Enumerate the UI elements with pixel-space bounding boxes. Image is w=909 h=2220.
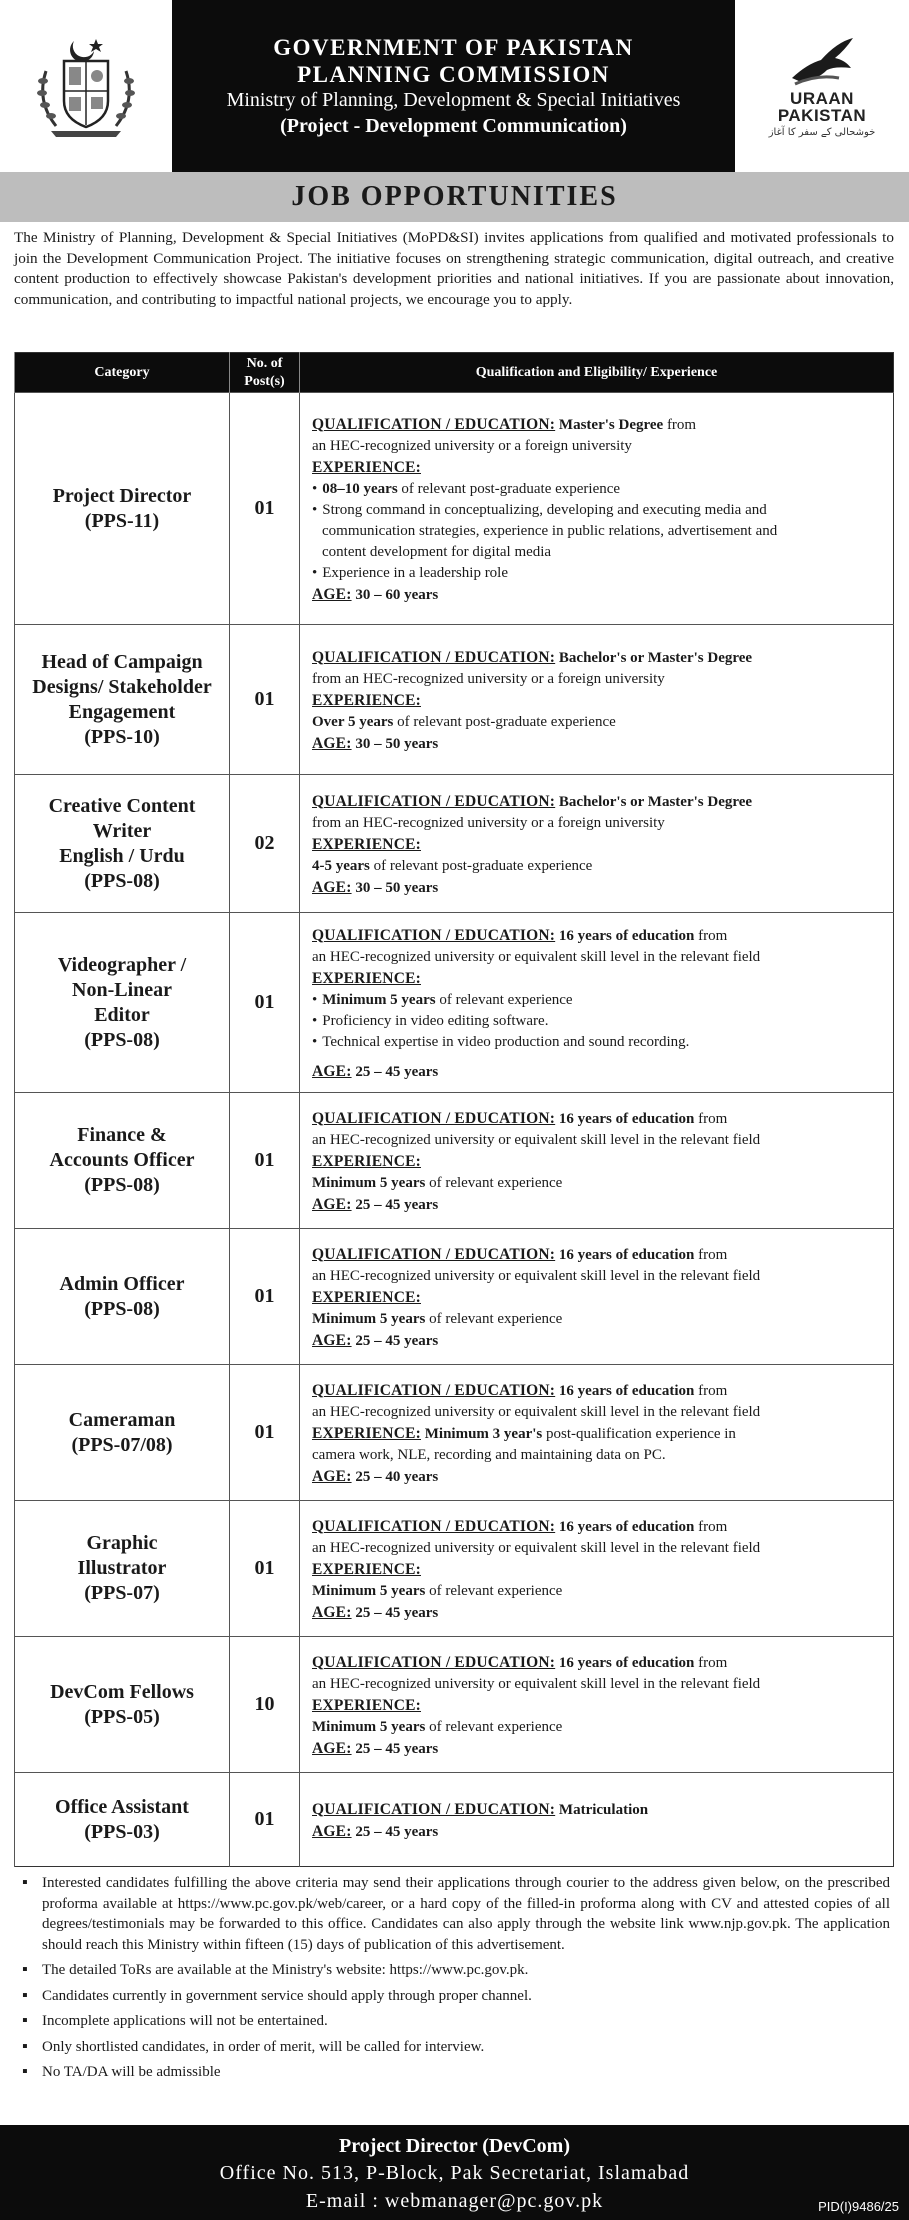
footer-contact-title: Project Director (DevCom)	[339, 2135, 570, 2157]
age-label: AGE:	[312, 585, 352, 603]
exp-text: of relevant experience	[429, 1174, 563, 1191]
age-label: AGE:	[312, 1331, 352, 1349]
posts-cell: 01	[230, 1365, 300, 1501]
header-title-block	[172, 0, 735, 172]
category-pps: (PPS-08)	[84, 1297, 160, 1320]
category-cell	[15, 625, 230, 775]
qual-label: QUALIFICATION / EDUCATION:	[312, 1109, 556, 1127]
exp-bullet: • Strong command in conceptualizing, developing and executing media and	[312, 500, 883, 521]
posts-cell: 01	[230, 625, 300, 775]
exp-years: Minimum 5 years	[312, 1174, 426, 1191]
qual-degree: 16 years of education	[558, 1110, 695, 1127]
qual-label: QUALIFICATION / EDUCATION:	[312, 1381, 556, 1399]
exp-text: post-qualification experience in	[546, 1425, 736, 1442]
exp-label: EXPERIENCE:	[312, 1696, 421, 1714]
age-label: AGE:	[312, 1603, 352, 1621]
category-pps: (PPS-08)	[84, 1028, 160, 1051]
qual-rest: from	[698, 927, 728, 944]
qual-degree: Master's Degree	[558, 416, 664, 433]
category-name: Writer	[92, 819, 152, 842]
category-name: English / Urdu	[59, 844, 185, 867]
qual-rest: from	[698, 1654, 728, 1671]
category-cell	[15, 1229, 230, 1365]
list-item: ▪ Interested candidates fulfilling the above criteria may send their applications through courier to the address given below, on the prescribed proforma available at https://www.pc.gov.pk/web/career, or a hard copy of the filled-in proforma along with CV and attested copies of all degrees/testimonials may be forwarded to this office. Candidates can also apply through the website link www.njp.gov.pk. The application should reach this Ministry within fifteen (15) days of publication of this advertisement.	[20, 1873, 890, 1955]
exp-years: Minimum 5 years	[322, 991, 436, 1008]
uraan-word: URAAN	[790, 89, 854, 108]
qual-institution: an HEC-recognized university or equivalent skill level in the relevant field	[312, 948, 761, 965]
category-name: Head of Campaign	[41, 650, 203, 673]
qual-degree: Matriculation	[558, 1801, 649, 1818]
age-value: 25 – 45 years	[355, 1604, 439, 1621]
qualification-cell	[300, 1773, 894, 1867]
header-project: (Project - Development Communication)	[280, 115, 627, 137]
age-value: 25 – 45 years	[355, 1740, 439, 1757]
qual-rest: from	[698, 1110, 728, 1127]
qualification-cell	[300, 775, 894, 913]
category-cell	[15, 913, 230, 1093]
table-row	[15, 1637, 894, 1773]
exp-text: of relevant experience	[439, 991, 573, 1008]
title-band	[0, 172, 909, 222]
table-row	[15, 1093, 894, 1229]
list-item: ▪ Candidates currently in government service should apply through proper channel.	[20, 1986, 890, 2007]
state-emblem-icon	[26, 31, 146, 141]
age-label: AGE:	[312, 1739, 352, 1757]
table-header-row	[15, 353, 894, 393]
header-category: Category	[15, 353, 230, 393]
qual-institution: an HEC-recognized university or equivalent skill level in the relevant field	[312, 1539, 761, 1556]
posts-cell: 01	[230, 393, 300, 625]
qual-label: QUALIFICATION / EDUCATION:	[312, 1800, 556, 1818]
category-pps: (PPS-08)	[84, 1174, 160, 1196]
category-name: Illustrator	[77, 1557, 167, 1579]
qual-rest: from	[666, 416, 697, 433]
exp-years: 4-5 years	[312, 857, 370, 874]
header-commission: PLANNING COMMISSION	[297, 62, 610, 87]
exp-text: of relevant experience	[429, 1582, 563, 1599]
age-value: 25 – 45 years	[355, 1196, 439, 1213]
qualification-cell	[300, 625, 894, 775]
table-row	[15, 1501, 894, 1637]
category-name: DevCom Fellows	[50, 1680, 194, 1703]
posts-cell: 01	[230, 913, 300, 1093]
qual-institution: an HEC-recognized university or equivalent skill level in the relevant field	[312, 1403, 761, 1420]
qual-rest: from	[698, 1246, 728, 1263]
qualification-cell	[300, 1637, 894, 1773]
qual-institution: from an HEC-recognized university or a foreign university	[312, 814, 665, 831]
category-pps: (PPS-08)	[84, 869, 160, 892]
header-government: GOVERNMENT OF PAKISTAN	[273, 35, 634, 60]
category-name: Project Director	[52, 484, 192, 507]
qual-label: QUALIFICATION / EDUCATION:	[312, 648, 556, 666]
category-pps: (PPS-07/08)	[71, 1433, 173, 1456]
category-name: Videographer /	[57, 953, 187, 976]
category-name: Designs/ Stakeholder	[32, 675, 212, 698]
category-cell	[15, 1093, 230, 1229]
intro-paragraph: The Ministry of Planning, Development & Special Initiatives (MoPD&SI) invites applications from qualified and motivated professionals to join the Development Communication Project. The initiative focuses on strengthening strategic communication, digital outreach, and creative content production to effectively showcase Pakistan's development priorities and national initiatives. If you are passionate about innovation, communication, and contributing to impactful national projects, we encourage you to apply.	[14, 229, 894, 308]
header-ministry: Ministry of Planning, Development & Special Initiatives	[226, 89, 681, 111]
list-item: ▪ Incomplete applications will not be entertained.	[20, 2011, 890, 2032]
exp-label: EXPERIENCE:	[312, 1288, 421, 1306]
exp-years: 08–10 years	[322, 480, 398, 497]
qual-institution: an HEC-recognized university or equivalent skill level in the relevant field	[312, 1675, 761, 1692]
exp-bullet: • Experience in a leadership role	[312, 563, 883, 584]
qual-degree: 16 years of education	[558, 1518, 695, 1535]
category-pps: (PPS-05)	[84, 1705, 160, 1728]
notes-list	[20, 1873, 890, 2088]
posts-cell: 01	[230, 1093, 300, 1229]
table-row	[15, 913, 894, 1093]
qual-label: QUALIFICATION / EDUCATION:	[312, 415, 556, 433]
table-row	[15, 1773, 894, 1867]
exp-label: EXPERIENCE:	[312, 835, 421, 853]
category-pps: (PPS-07)	[84, 1582, 160, 1604]
page-title: JOB OPPORTUNITIES	[291, 181, 618, 212]
qual-label: QUALIFICATION / EDUCATION:	[312, 1653, 556, 1671]
exp-label: EXPERIENCE:	[312, 969, 421, 987]
age-value: 25 – 45 years	[355, 1063, 439, 1080]
category-name: Admin Officer	[59, 1272, 185, 1295]
exp-text: of relevant experience	[429, 1310, 563, 1327]
jobs-table	[14, 352, 894, 1867]
header-qualification: Qualification and Eligibility/ Experience	[300, 353, 894, 393]
age-value: 25 – 45 years	[355, 1823, 439, 1840]
qual-label: QUALIFICATION / EDUCATION:	[312, 1245, 556, 1263]
age-label: AGE:	[312, 1822, 352, 1840]
qual-degree: Bachelor's or Master's Degree	[558, 793, 753, 810]
category-cell	[15, 775, 230, 913]
qual-institution: from an HEC-recognized university or a foreign university	[312, 670, 665, 687]
age-value: 25 – 40 years	[355, 1468, 439, 1485]
qual-rest: from	[698, 1518, 728, 1535]
exp-text: of relevant post-graduate experience	[397, 713, 616, 730]
exp-text: of relevant experience	[429, 1718, 563, 1735]
footer-address: Office No. 513, P-Block, Pak Secretariat, Islamabad	[219, 2162, 690, 2184]
posts-cell: 01	[230, 1501, 300, 1637]
pakistan-word: PAKISTAN	[777, 106, 867, 125]
exp-bullet-cont: communication strategies, experience in public relations, advertisement and	[322, 522, 778, 539]
category-name: Editor	[94, 1003, 150, 1026]
exp-text: of relevant post-graduate experience	[373, 857, 593, 874]
category-cell	[15, 1773, 230, 1867]
exp-years: Minimum 5 years	[312, 1582, 426, 1599]
qualification-cell	[300, 1229, 894, 1365]
category-name: Creative Content	[48, 794, 196, 817]
category-cell	[15, 393, 230, 625]
uraan-tagline: خوشحالی کے سفر کا آغاز	[768, 127, 876, 138]
table-row	[15, 625, 894, 775]
age-value: 30 – 50 years	[355, 879, 439, 896]
category-name: Cameraman	[68, 1408, 176, 1431]
table-row	[15, 1365, 894, 1501]
list-item: ▪ The detailed ToRs are available at the Ministry's website: https://www.pc.gov.pk.	[20, 1960, 890, 1981]
qualification-cell	[300, 913, 894, 1093]
table-row	[15, 1229, 894, 1365]
qual-institution: an HEC-recognized university or equivalent skill level in the relevant field	[312, 1131, 761, 1148]
table-row	[15, 393, 894, 625]
header-posts: No. of Post(s)	[230, 353, 300, 393]
age-value: 30 – 50 years	[355, 735, 439, 752]
age-value: 30 – 60 years	[355, 586, 439, 603]
age-label: AGE:	[312, 1195, 352, 1213]
category-name: Graphic	[86, 1532, 158, 1554]
category-name: Accounts Officer	[49, 1149, 195, 1171]
exp-years: Minimum 5 years	[312, 1310, 426, 1327]
qual-degree: 16 years of education	[558, 927, 695, 944]
qualification-cell	[300, 1501, 894, 1637]
uraan-pakistan-logo	[735, 0, 909, 172]
category-name: Non-Linear	[72, 978, 172, 1001]
qual-institution: an HEC-recognized university or a foreign university	[312, 437, 632, 454]
qual-label: QUALIFICATION / EDUCATION:	[312, 1517, 556, 1535]
exp-text: of relevant post-graduate experience	[401, 480, 621, 497]
category-pps: (PPS-10)	[84, 725, 160, 748]
exp-label: EXPERIENCE:	[312, 1560, 421, 1578]
exp-years: Over 5 years	[312, 713, 394, 730]
posts-cell: 01	[230, 1773, 300, 1867]
table-row	[15, 775, 894, 913]
qual-degree: 16 years of education	[558, 1382, 695, 1399]
category-name: Engagement	[68, 700, 176, 723]
list-item: ▪ Only shortlisted candidates, in order of merit, will be called for interview.	[20, 2037, 890, 2058]
age-label: AGE:	[312, 878, 352, 896]
footer	[0, 2125, 909, 2220]
age-label: AGE:	[312, 734, 352, 752]
exp-years: Minimum 3 year's	[424, 1425, 543, 1442]
qual-degree: 16 years of education	[558, 1654, 695, 1671]
age-label: AGE:	[312, 1467, 352, 1485]
qualification-cell	[300, 1365, 894, 1501]
state-emblem-logo	[0, 0, 172, 172]
exp-label: EXPERIENCE:	[312, 691, 421, 709]
header	[0, 0, 909, 172]
qual-label: QUALIFICATION / EDUCATION:	[312, 792, 556, 810]
qual-institution: an HEC-recognized university or equivalent skill level in the relevant field	[312, 1267, 761, 1284]
posts-cell: 01	[230, 1229, 300, 1365]
qual-degree: Bachelor's or Master's Degree	[558, 649, 753, 666]
age-value: 25 – 45 years	[355, 1332, 439, 1349]
exp-label: EXPERIENCE:	[312, 1152, 421, 1170]
category-cell	[15, 1637, 230, 1773]
exp-label: EXPERIENCE:	[312, 1424, 421, 1442]
posts-cell: 10	[230, 1637, 300, 1773]
pid-code: PID(I)9486/25	[818, 2199, 899, 2214]
bird-icon	[787, 34, 857, 90]
qual-label: QUALIFICATION / EDUCATION:	[312, 926, 556, 944]
posts-cell: 02	[230, 775, 300, 913]
exp-bullet-cont: content development for digital media	[322, 543, 552, 560]
exp-bullet: • Technical expertise in video production and sound recording.	[312, 1032, 883, 1053]
exp-text-cont: camera work, NLE, recording and maintaining data on PC.	[312, 1446, 666, 1463]
category-cell	[15, 1365, 230, 1501]
exp-label: EXPERIENCE:	[312, 458, 421, 476]
exp-bullet: • Proficiency in video editing software.	[312, 1011, 883, 1032]
qual-degree: 16 years of education	[558, 1246, 695, 1263]
age-label: AGE:	[312, 1062, 352, 1080]
category-cell	[15, 1501, 230, 1637]
category-name: Office Assistant	[55, 1795, 189, 1818]
footer-email: E-mail : webmanager@pc.gov.pk	[305, 2190, 604, 2212]
list-item: ▪ No TA/DA will be admissible	[20, 2062, 890, 2083]
exp-years: Minimum 5 years	[312, 1718, 426, 1735]
category-pps: (PPS-03)	[84, 1820, 160, 1843]
qualification-cell	[300, 1093, 894, 1229]
qual-rest: from	[698, 1382, 728, 1399]
category-name: Finance &	[77, 1124, 167, 1146]
category-pps: (PPS-11)	[84, 509, 160, 532]
qualification-cell	[300, 393, 894, 625]
